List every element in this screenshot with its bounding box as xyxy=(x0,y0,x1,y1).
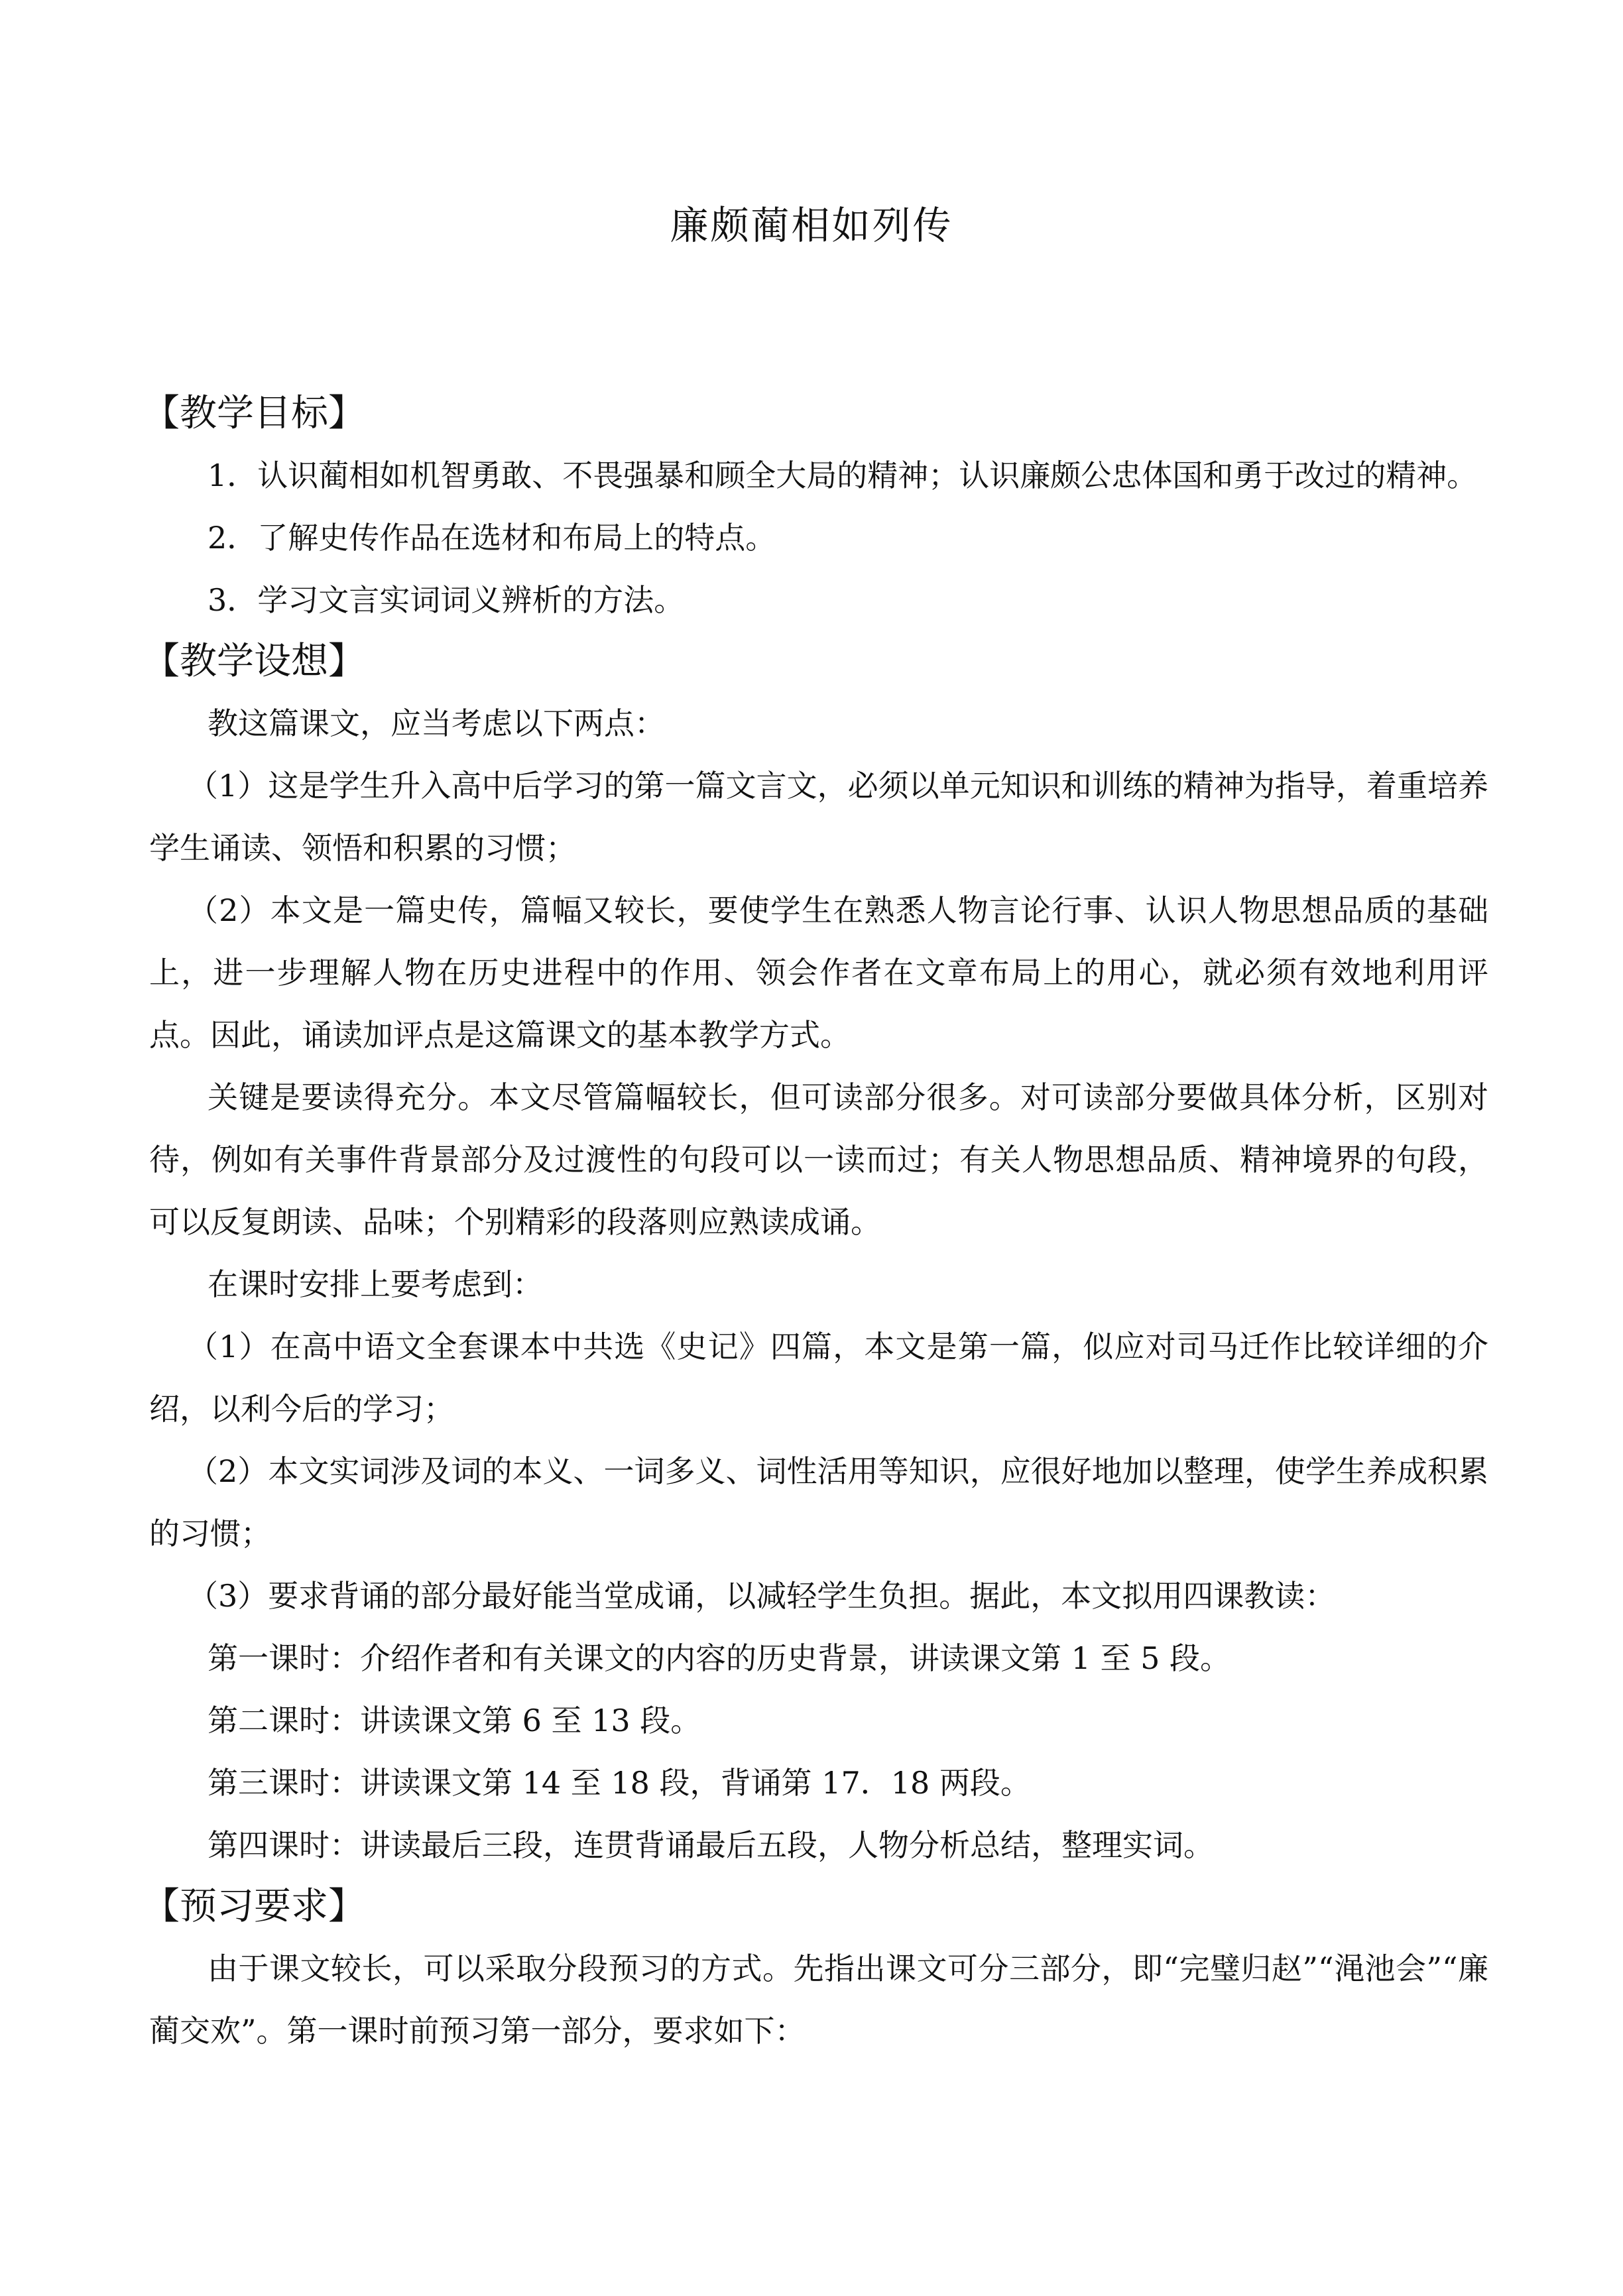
lesson-plan-item: 第三课时：讲读课文第 14 至 18 段，背诵第 17．18 两段。 xyxy=(208,1765,1031,1801)
design-paragraph: （2）本文实词涉及词的本义、一词多义、词性活用等知识，应很好地加以整理，使学生养成积累的习惯； xyxy=(149,1453,1488,1551)
section-heading-objectives: 【教学目标】 xyxy=(143,392,365,435)
preview-paragraph: 由于课文较长，可以采取分段预习的方式。先指出课文可分三部分，即“完璧归赵”“渑池会”“廉蔺交欢”。第一课时前预习第一部分，要求如下： xyxy=(149,1951,1488,2049)
design-paragraph: 关键是要读得充分。本文尽管篇幅较长，但可读部分很多。对可读部分要做具体分析，区别对待，例如有关事件背景部分及过渡性的句段可以一读而过；有关人物思想品质、精神境界的句段，可以反复朗读、品味；个别精彩的段落则应熟读成诵。 xyxy=(149,1079,1488,1240)
lesson-plan-item: 第二课时：讲读课文第 6 至 13 段。 xyxy=(208,1703,701,1738)
objective-item: 2．了解史传作品在选材和布局上的特点。 xyxy=(208,520,776,556)
design-paragraph: （3）要求背诵的部分最好能当堂成诵，以减轻学生负担。据此，本文拟用四课教读： xyxy=(188,1578,1336,1614)
design-paragraph: 在课时安排上要考虑到： xyxy=(208,1266,543,1302)
objective-item: 3．学习文言实词词义辨析的方法。 xyxy=(208,582,685,618)
lesson-plan-item: 第一课时：介绍作者和有关课文的内容的历史背景，讲读课文第 1 至 5 段。 xyxy=(208,1640,1231,1676)
section-heading-preview: 【预习要求】 xyxy=(143,1885,365,1928)
document-title: 廉颇蔺相如列传 xyxy=(670,203,953,248)
section-heading-design: 【教学设想】 xyxy=(143,640,365,683)
document-body xyxy=(143,383,1488,2062)
objective-item: 1．认识蔺相如机智勇敢、不畏强暴和顾全大局的精神；认识廉颇公忠体国和勇于改过的精神。 xyxy=(208,457,1478,493)
design-paragraph: 教这篇课文，应当考虑以下两点： xyxy=(208,705,665,741)
design-paragraph: （1）这是学生升入高中后学习的第一篇文言文，必须以单元知识和训练的精神为指导，着重培养学生诵读、领悟和积累的习惯； xyxy=(149,768,1488,866)
lesson-plan-item: 第四课时：讲读最后三段，连贯背诵最后五段，人物分析总结，整理实词。 xyxy=(208,1827,1214,1863)
design-paragraph: （2）本文是一篇史传，篇幅又较长，要使学生在熟悉人物言论行事、认识人物思想品质的基础上，进一步理解人物在历史进程中的作用、领会作者在文章布局上的用心，就必须有效地利用评点。因此，诵读加评点是这篇课文的基本教学方式。 xyxy=(149,892,1488,1053)
design-paragraph: （1）在高中语文全套课本中共选《史记》四篇，本文是第一篇，似应对司马迁作比较详细的介绍，以利今后的学习； xyxy=(149,1329,1488,1427)
